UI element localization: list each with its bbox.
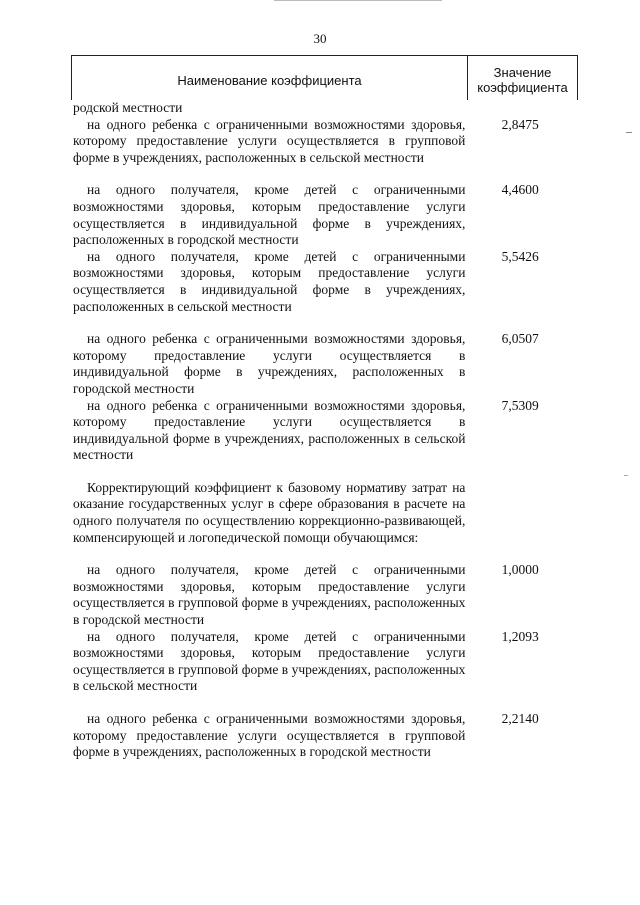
list-item (73, 182, 573, 248)
scan-edge-mark (626, 132, 632, 133)
coefficient-list (73, 100, 573, 761)
row-value: 7,5309 (501, 397, 539, 413)
page-number: 30 (313, 31, 327, 46)
row-value: 1,2093 (501, 628, 539, 644)
header-value-line2: коэффициента (477, 80, 568, 95)
top-edge-rule (274, 0, 442, 1)
row-value: 1,0000 (501, 562, 539, 578)
row-text: на одного ребенка с ограниченными возможностями здоровья, которому предоставление услуги осуществляется в групповой форме в учреждениях, расположенных в сельской местности (73, 116, 466, 165)
list-item (73, 711, 573, 761)
header-coefficient-name: Наименование коэффициента (72, 56, 468, 100)
row-value: 2,8475 (501, 116, 539, 132)
list-item (73, 398, 573, 464)
row-text: на одного получателя, кроме детей с ограниченными возможностями здоровья, которым предоставление услуги осуществляется в групповой форме в учреждениях, расположенных в сельской местности (73, 628, 466, 694)
row-value: 5,5426 (501, 248, 539, 264)
row-value (465, 480, 573, 546)
row-value: 2,2140 (501, 711, 539, 726)
row-value: 6,0507 (501, 331, 539, 347)
row-text: Корректирующий коэффициент к базовому нормативу затрат на оказание государственных услуг в сфере образования в расчете на одного получателя по осуществлению коррекционно-развивающей, компенсирующей и логопедической помощи обучающимся: (73, 479, 466, 545)
row-text: на одного получателя, кроме детей с ограниченными возможностями здоровья, которым предоставление услуги осуществляется в индивидуальной форме в учреждениях, расположенных в сельской местности (73, 248, 466, 314)
row-text: родской местности (73, 100, 183, 115)
row-value: 4,4600 (501, 182, 539, 198)
row-text: на одного получателя, кроме детей с ограниченными возможностями здоровья, которым предоставление услуги осуществляется в групповой форме в учреждениях, расположенных в городской местности (73, 562, 466, 628)
scan-edge-mark (624, 475, 628, 476)
row-text: на одного получателя, кроме детей с ограниченными возможностями здоровья, которым предоставление услуги осуществляется в индивидуальной форме в учреждениях, расположенных в городской местности (73, 182, 466, 248)
header-value-line1: Значение (493, 65, 552, 80)
header-coefficient-value (468, 56, 577, 100)
list-item (73, 562, 573, 628)
list-item (73, 100, 573, 117)
row-text: на одного ребенка с ограниченными возможностями здоровья, которому предоставление услуги осуществляется в групповой форме в учреждениях, расположенных в городской местности (73, 711, 466, 760)
list-item (73, 117, 573, 167)
list-item (73, 249, 573, 315)
row-text: на одного ребенка с ограниченными возможностями здоровья, которому предоставление услуги осуществляется в индивидуальной форме в учреждениях, расположенных в сельской местности (73, 397, 466, 463)
table-header (71, 55, 578, 100)
row-value (465, 100, 573, 117)
list-item (73, 331, 573, 397)
list-item (73, 629, 573, 695)
row-text: на одного ребенка с ограниченными возможностями здоровья, которому предоставление услуги осуществляется в индивидуальной форме в учреждениях, расположенных в городской местности (73, 331, 466, 396)
list-item-section-heading (73, 480, 573, 546)
